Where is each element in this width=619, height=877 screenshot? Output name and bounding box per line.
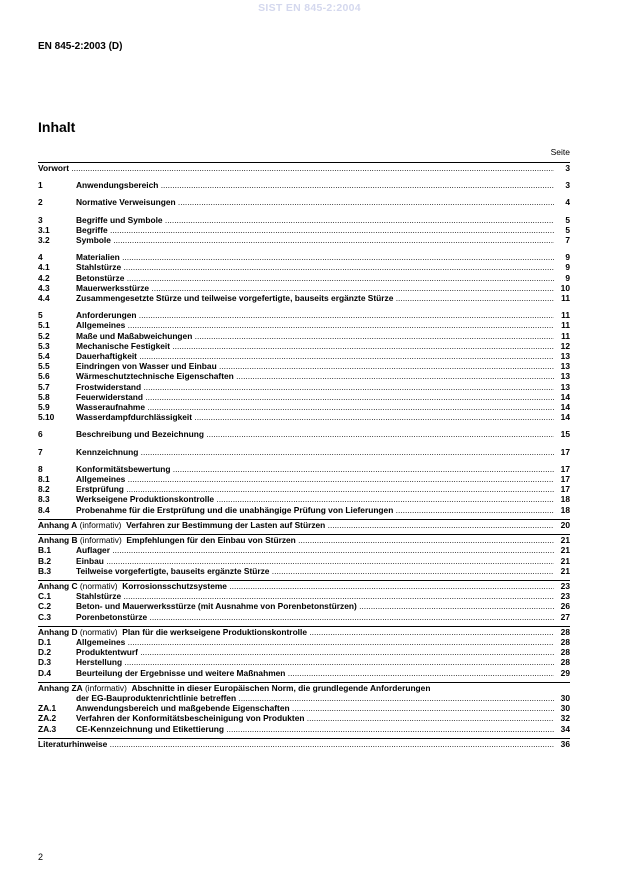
- toc-entry-7[interactable]: [38, 447, 570, 457]
- annex-title: Abschnitte in dieser Europäischen Norm, die grundlegende Anforderungen: [131, 682, 431, 693]
- annex-title: Plan für die werkseigene Produktionskontrolle: [122, 626, 307, 637]
- toc-number: 4.2: [38, 272, 50, 283]
- toc-text: Dauerhaftigkeit .....: [76, 351, 554, 361]
- toc-number: 5.2: [38, 330, 50, 341]
- toc-text: Teilweise vorgefertigte, bauseits ergänzte Stürze .....: [76, 566, 554, 576]
- toc-text: Allgemeines .....: [76, 320, 554, 330]
- annex-title: Korrosionsschutzsysteme: [122, 580, 227, 591]
- toc-entry-b-3[interactable]: [38, 566, 570, 576]
- toc-text: Allgemeines .....: [76, 474, 554, 484]
- toc-page: 32: [560, 713, 570, 724]
- toc-page: 10: [560, 282, 570, 293]
- toc-entry-4[interactable]: [38, 252, 570, 262]
- toc-page: 5: [565, 224, 570, 235]
- toc-number: 3.1: [38, 224, 50, 235]
- toc-page: 28: [560, 636, 570, 647]
- toc-entry-annex-d[interactable]: [38, 627, 570, 637]
- toc-entry-5-10[interactable]: [38, 412, 570, 422]
- toc-number: 4.4: [38, 293, 50, 304]
- toc-number: 5: [38, 310, 43, 321]
- toc-entry-5-4[interactable]: [38, 351, 570, 361]
- toc-text: CE-Kennzeichnung und Etikettierung .....: [76, 724, 554, 734]
- toc-page: 13: [560, 351, 570, 362]
- toc-page: 26: [560, 601, 570, 612]
- toc-text: Vorwort .....: [38, 163, 554, 173]
- toc-number: 4.1: [38, 262, 50, 273]
- toc-number: D.1: [38, 636, 52, 647]
- toc-text: Symbole .....: [76, 235, 554, 245]
- toc-number: 5.3: [38, 340, 50, 351]
- toc-text: Wasseraufnahme .....: [76, 402, 554, 412]
- toc-entry-4-4[interactable]: [38, 293, 570, 303]
- toc-number: 8.4: [38, 504, 50, 515]
- toc-entry-d-2[interactable]: [38, 647, 570, 657]
- toc-entry-d-3[interactable]: [38, 657, 570, 667]
- annex-kind: (normativ): [79, 626, 118, 637]
- toc-entry-1[interactable]: [38, 180, 570, 190]
- toc-text: Literaturhinweise .....: [38, 739, 554, 749]
- toc-page: 28: [560, 657, 570, 668]
- annex-label: Anhang B: [38, 535, 78, 546]
- table-of-contents: [38, 162, 570, 749]
- toc-page: 11: [561, 330, 570, 341]
- toc-entry-annex-za-cont[interactable]: [38, 693, 570, 703]
- toc-page: 29: [560, 667, 570, 678]
- toc-entry-4-3[interactable]: [38, 283, 570, 293]
- toc-page: 21: [560, 545, 570, 556]
- toc-number: B.3: [38, 565, 52, 576]
- toc-entry-c-1[interactable]: [38, 591, 570, 601]
- toc-number: D.4: [38, 667, 52, 678]
- toc-entry-c-3[interactable]: [38, 612, 570, 622]
- toc-text: Stahlstürze .....: [76, 591, 554, 601]
- toc-number: 5.5: [38, 361, 50, 372]
- toc-text: Maße und Maßabweichungen .....: [76, 331, 554, 341]
- toc-number: 5.7: [38, 381, 50, 392]
- toc-page: 4: [565, 197, 570, 208]
- annex-label: Anhang D: [38, 626, 78, 637]
- toc-page: 11: [561, 293, 570, 304]
- toc-page: 20: [560, 519, 570, 530]
- page-number: 2: [38, 852, 44, 862]
- annex-title-continued: der EG-Bauproduktenrichtlinie betreffen .....: [76, 693, 554, 703]
- toc-text: Auflager .....: [76, 545, 554, 555]
- toc-entry-8-2[interactable]: [38, 484, 570, 494]
- toc-number: B.1: [38, 545, 52, 556]
- toc-page: 11: [561, 310, 570, 321]
- toc-page: 3: [565, 163, 570, 173]
- toc-entry-b-2[interactable]: [38, 556, 570, 566]
- toc-entry-d-1[interactable]: [38, 637, 570, 647]
- toc-page: 18: [560, 494, 570, 505]
- toc-entry-5-3[interactable]: [38, 341, 570, 351]
- annex-title: Verfahren zur Bestimmung der Lasten auf Stürzen: [126, 519, 326, 530]
- toc-page: 14: [560, 402, 570, 413]
- toc-entry-za-1[interactable]: [38, 703, 570, 713]
- toc-text: Anwendungsbereich .....: [76, 180, 554, 190]
- toc-page: 30: [560, 692, 570, 703]
- toc-page: 17: [560, 446, 570, 457]
- toc-entry-c-2[interactable]: [38, 601, 570, 611]
- toc-page: 12: [560, 340, 570, 351]
- toc-text: Verfahren der Konformitätsbescheinigung von Produkten .....: [76, 713, 554, 723]
- toc-page: 21: [560, 565, 570, 576]
- toc-entry-za-2[interactable]: [38, 713, 570, 723]
- toc-page: 15: [560, 429, 570, 440]
- toc-page: 13: [560, 371, 570, 382]
- toc-text: Anwendungsbereich und maßgebende Eigenschaften .....: [76, 703, 554, 713]
- toc-entry-3-2[interactable]: [38, 235, 570, 245]
- toc-page: 9: [565, 272, 570, 283]
- toc-text: Normative Verweisungen .....: [76, 197, 554, 207]
- toc-text: Beschreibung und Bezeichnung .....: [76, 429, 554, 439]
- toc-page: 5: [565, 214, 570, 225]
- toc-page: 13: [560, 361, 570, 372]
- toc-page: 9: [565, 262, 570, 273]
- toc-page: 17: [560, 474, 570, 485]
- toc-number: C.1: [38, 591, 52, 602]
- toc-number: B.2: [38, 555, 52, 566]
- toc-entry-annex-b[interactable]: [38, 535, 570, 545]
- toc-text: Mechanische Festigkeit .....: [76, 341, 554, 351]
- toc-page: 23: [560, 580, 570, 591]
- toc-number: 2: [38, 197, 43, 208]
- toc-entry-literatur[interactable]: [38, 739, 570, 749]
- toc-text: Kennzeichnung .....: [76, 447, 554, 457]
- toc-number: 1: [38, 180, 43, 191]
- toc-number: C.2: [38, 601, 52, 612]
- toc-entry-5-1[interactable]: [38, 320, 570, 330]
- toc-number: ZA.3: [38, 723, 57, 734]
- toc-entry-za-3[interactable]: [38, 724, 570, 734]
- toc-number: 3.2: [38, 235, 50, 246]
- toc-page: 14: [560, 391, 570, 402]
- toc-page: 11: [561, 320, 570, 331]
- toc-entry-5-2[interactable]: [38, 331, 570, 341]
- toc-number: ZA.2: [38, 713, 57, 724]
- toc-number: D.2: [38, 647, 52, 658]
- toc-text: Anforderungen .....: [76, 310, 554, 320]
- toc-number: 4.3: [38, 282, 50, 293]
- toc-page: 34: [560, 723, 570, 734]
- toc-entry-6[interactable]: [38, 429, 570, 439]
- toc-entry-8-4[interactable]: [38, 505, 570, 515]
- toc-number: 8.1: [38, 474, 50, 485]
- toc-number: C.3: [38, 611, 52, 622]
- toc-text: Feuerwiderstand .....: [76, 392, 554, 402]
- toc-page: 7: [565, 235, 570, 246]
- toc-number: 8: [38, 463, 43, 474]
- toc-number: 8.3: [38, 494, 50, 505]
- annex-label: Anhang ZA: [38, 682, 83, 693]
- annex-kind: (informativ): [79, 519, 122, 530]
- toc-text: Porenbetonstürze .....: [76, 612, 554, 622]
- toc-text: Begriffe und Symbole .....: [76, 215, 554, 225]
- toc-entry-5-9[interactable]: [38, 402, 570, 412]
- toc-text: Materialien .....: [76, 252, 554, 262]
- toc-page: 30: [560, 703, 570, 714]
- toc-page: 9: [565, 252, 570, 263]
- toc-number: 8.2: [38, 484, 50, 495]
- toc-entry-2[interactable]: [38, 197, 570, 207]
- toc-number: 6: [38, 429, 43, 440]
- toc-text: Werkseigene Produktionskontrolle .....: [76, 494, 554, 504]
- document-id: EN 845-2:2003 (D): [38, 41, 123, 52]
- toc-entry-5-6[interactable]: [38, 371, 570, 381]
- toc-entry-8-1[interactable]: [38, 474, 570, 484]
- toc-entry-d-4[interactable]: [38, 668, 570, 678]
- toc-page: 21: [560, 555, 570, 566]
- toc-page: 14: [560, 412, 570, 423]
- toc-text: Mauerwerksstürze .....: [76, 283, 554, 293]
- toc-number: ZA.1: [38, 703, 57, 714]
- toc-text: Eindringen von Wasser und Einbau .....: [76, 361, 554, 371]
- toc-text: Einbau .....: [76, 556, 554, 566]
- toc-page: 28: [560, 626, 570, 637]
- annex-label: Anhang A: [38, 519, 78, 530]
- toc-entry-3[interactable]: [38, 215, 570, 225]
- toc-page: 3: [565, 180, 570, 191]
- annex-title: Empfehlungen für den Einbau von Stürzen: [126, 535, 296, 546]
- toc-entry-5-8[interactable]: [38, 392, 570, 402]
- toc-entry-b-1[interactable]: [38, 545, 570, 555]
- toc-number: 4: [38, 252, 43, 263]
- toc-page: 36: [560, 738, 570, 749]
- toc-text: Frostwiderstand .....: [76, 382, 554, 392]
- toc-text: Wärmeschutztechnische Eigenschaften .....: [76, 371, 554, 381]
- toc-page: 13: [560, 381, 570, 392]
- toc-text: Herstellung .....: [76, 657, 554, 667]
- annex-kind: (informativ): [79, 535, 122, 546]
- toc-text: Allgemeines .....: [76, 637, 554, 647]
- toc-page: 18: [560, 504, 570, 515]
- toc-page: 17: [560, 484, 570, 495]
- toc-text: Probenahme für die Erstprüfung und die unabhängige Prüfung von Lieferungen .....: [76, 505, 554, 515]
- toc-entry-5[interactable]: [38, 310, 570, 320]
- toc-entry-annex-za[interactable]: [38, 683, 570, 693]
- toc-number: 5.10: [38, 412, 55, 423]
- toc-text: Betonstürze .....: [76, 273, 554, 283]
- toc-page: 27: [560, 611, 570, 622]
- toc-text: Beton- und Mauerwerksstürze (mit Ausnahme von Porenbetonstürzen) .....: [76, 601, 554, 611]
- toc-entry-5-7[interactable]: [38, 382, 570, 392]
- page-title: Inhalt: [38, 119, 76, 135]
- toc-entry-5-5[interactable]: [38, 361, 570, 371]
- toc-number: 5.6: [38, 371, 50, 382]
- toc-entry-4-2[interactable]: [38, 273, 570, 283]
- toc-text: Stahlstürze .....: [76, 262, 554, 272]
- toc-text: Produktentwurf .....: [76, 647, 554, 657]
- toc-number: 5.4: [38, 351, 50, 362]
- toc-page: 21: [560, 535, 570, 546]
- annex-kind: (informativ): [85, 682, 127, 693]
- toc-entry-4-1[interactable]: [38, 262, 570, 272]
- watermark: SIST EN 845-2:2004: [258, 2, 361, 14]
- seite-label: Seite: [550, 147, 570, 157]
- toc-text: Begriffe .....: [76, 225, 554, 235]
- toc-number: 3: [38, 214, 43, 225]
- annex-label: Anhang C: [38, 580, 78, 591]
- toc-number: D.3: [38, 657, 52, 668]
- toc-page: 28: [560, 647, 570, 658]
- toc-page: 23: [560, 591, 570, 602]
- toc-text: Konformitätsbewertung .....: [76, 464, 554, 474]
- toc-text: Wasserdampfdurchlässigkeit .....: [76, 412, 554, 422]
- toc-text: Zusammengesetzte Stürze und teilweise vorgefertigte, bauseits ergänzte Stürze .....: [76, 293, 554, 303]
- toc-text: Beurteilung der Ergebnisse und weitere Maßnahmen .....: [76, 668, 554, 678]
- toc-number: 5.1: [38, 320, 50, 331]
- toc-entry-annex-c[interactable]: [38, 581, 570, 591]
- toc-entry-vorwort[interactable]: [38, 163, 570, 173]
- toc-page: 17: [560, 463, 570, 474]
- toc-number: 5.8: [38, 391, 50, 402]
- toc-number: 5.9: [38, 402, 50, 413]
- toc-text: Erstprüfung .....: [76, 484, 554, 494]
- toc-number: 7: [38, 446, 43, 457]
- annex-kind: (normativ): [79, 580, 118, 591]
- toc-entry-annex-a[interactable]: [38, 520, 570, 530]
- toc-entry-3-1[interactable]: [38, 225, 570, 235]
- toc-entry-8[interactable]: [38, 464, 570, 474]
- toc-entry-8-3[interactable]: [38, 494, 570, 504]
